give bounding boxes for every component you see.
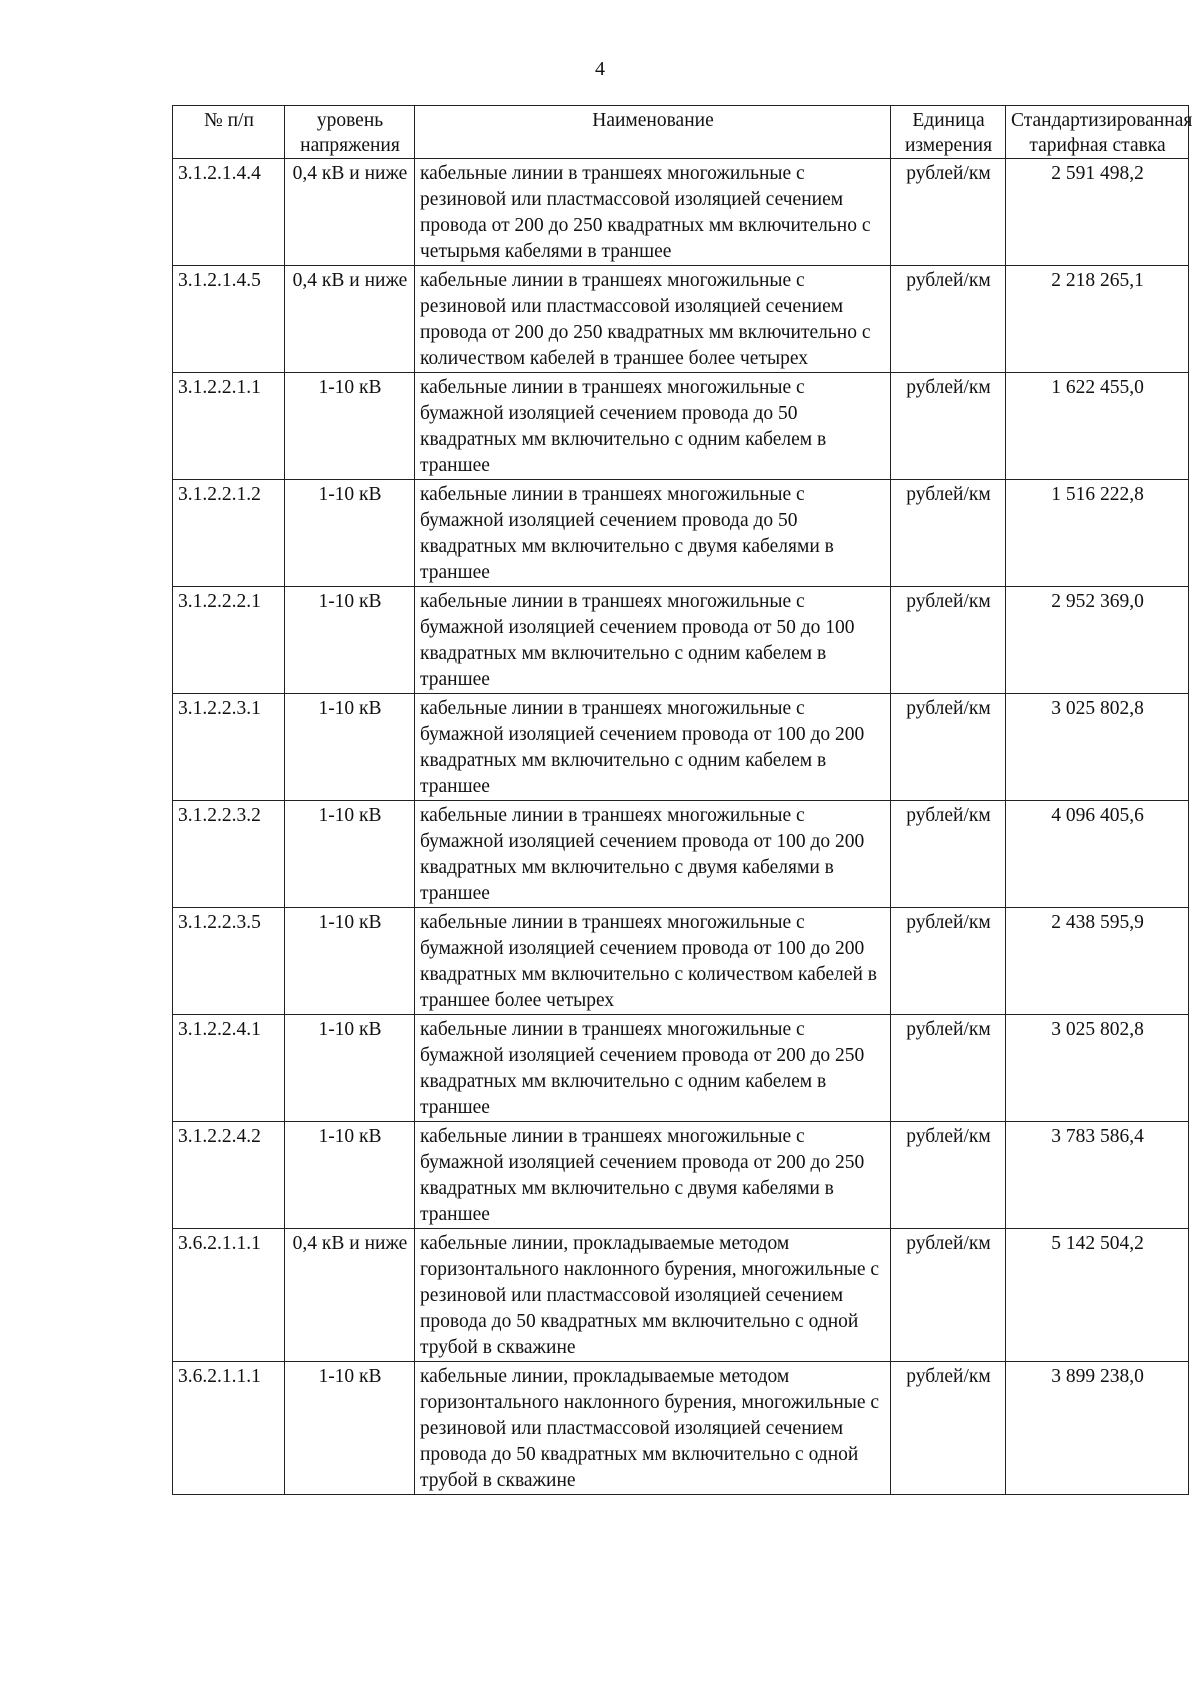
tariff-rate: 2 591 498,2: [1006, 159, 1189, 266]
voltage-level: 1-10 кВ: [285, 1015, 415, 1122]
unit-of-measure: рублей/км: [891, 1122, 1006, 1229]
row-number: 3.1.2.2.1.1: [173, 373, 285, 480]
table-row: [173, 373, 1189, 480]
unit-of-measure: рублей/км: [891, 1229, 1006, 1362]
voltage-level: 1-10 кВ: [285, 908, 415, 1015]
table-row: [173, 587, 1189, 694]
table-row: [173, 480, 1189, 587]
unit-of-measure: рублей/км: [891, 266, 1006, 373]
row-number: 3.1.2.2.2.1: [173, 587, 285, 694]
row-number: 3.1.2.2.1.2: [173, 480, 285, 587]
header-name: Наименование: [415, 106, 891, 159]
voltage-level: 1-10 кВ: [285, 694, 415, 801]
row-number: 3.1.2.2.3.5: [173, 908, 285, 1015]
voltage-level: 1-10 кВ: [285, 1362, 415, 1495]
row-number: 3.6.2.1.1.1: [173, 1362, 285, 1495]
tariff-rate: 1 516 222,8: [1006, 480, 1189, 587]
table-row: [173, 1362, 1189, 1495]
header-rate: Стандартизированная тарифная ставка: [1006, 106, 1189, 159]
table-row: [173, 1229, 1189, 1362]
voltage-level: 1-10 кВ: [285, 587, 415, 694]
table-header-row: [173, 106, 1189, 159]
voltage-level: 1-10 кВ: [285, 801, 415, 908]
voltage-level: 0,4 кВ и ниже: [285, 266, 415, 373]
table-row: [173, 801, 1189, 908]
table-row: [173, 159, 1189, 266]
unit-of-measure: рублей/км: [891, 159, 1006, 266]
voltage-level: 1-10 кВ: [285, 1122, 415, 1229]
tariff-rate: 3 899 238,0: [1006, 1362, 1189, 1495]
table-row: [173, 1015, 1189, 1122]
item-name: кабельные линии в траншеях многожильные с бумажной изоляцией сечением провода до 50 квадратных мм включительно с двумя кабелями в траншее: [415, 480, 891, 587]
row-number: 3.6.2.1.1.1: [173, 1229, 285, 1362]
unit-of-measure: рублей/км: [891, 480, 1006, 587]
unit-of-measure: рублей/км: [891, 694, 1006, 801]
item-name: кабельные линии в траншеях многожильные с бумажной изоляцией сечением провода от 200 до 250 квадратных мм включительно с одним кабелем в траншее: [415, 1015, 891, 1122]
table-row: [173, 266, 1189, 373]
item-name: кабельные линии в траншеях многожильные с бумажной изоляцией сечением провода от 100 до 200 квадратных мм включительно с одним кабелем в траншее: [415, 694, 891, 801]
item-name: кабельные линии в траншеях многожильные с бумажной изоляцией сечением провода от 200 до 250 квадратных мм включительно с двумя кабелями в траншее: [415, 1122, 891, 1229]
tariff-rate: 5 142 504,2: [1006, 1229, 1189, 1362]
table-body: [173, 159, 1189, 1495]
unit-of-measure: рублей/км: [891, 1015, 1006, 1122]
row-number: 3.1.2.2.4.2: [173, 1122, 285, 1229]
voltage-level: 0,4 кВ и ниже: [285, 159, 415, 266]
item-name: кабельные линии в траншеях многожильные с резиновой или пластмассовой изоляцией сечением провода от 200 до 250 квадратных мм включительно с четырьмя кабелями в траншее: [415, 159, 891, 266]
tariff-rate: 2 438 595,9: [1006, 908, 1189, 1015]
unit-of-measure: рублей/км: [891, 587, 1006, 694]
table-row: [173, 908, 1189, 1015]
item-name: кабельные линии в траншеях многожильные с бумажной изоляцией сечением провода от 50 до 100 квадратных мм включительно с одним кабелем в траншее: [415, 587, 891, 694]
item-name: кабельные линии в траншеях многожильные с бумажной изоляцией сечением провода от 100 до 200 квадратных мм включительно с количеством кабелей в траншее более четырех: [415, 908, 891, 1015]
unit-of-measure: рублей/км: [891, 908, 1006, 1015]
table-row: [173, 1122, 1189, 1229]
tariff-rate: 2 952 369,0: [1006, 587, 1189, 694]
item-name: кабельные линии, прокладываемые методом горизонтального наклонного бурения, многожильные с резиновой или пластмассовой изоляцией сечением провода до 50 квадратных мм включительно с одной трубой в скважине: [415, 1362, 891, 1495]
tariff-rate: 4 096 405,6: [1006, 801, 1189, 908]
unit-of-measure: рублей/км: [891, 1362, 1006, 1495]
item-name: кабельные линии, прокладываемые методом горизонтального наклонного бурения, многожильные с резиновой или пластмассовой изоляцией сечением провода до 50 квадратных мм включительно с одной трубой в скважине: [415, 1229, 891, 1362]
item-name: кабельные линии в траншеях многожильные с резиновой или пластмассовой изоляцией сечением провода от 200 до 250 квадратных мм включительно с количеством кабелей в траншее более четырех: [415, 266, 891, 373]
row-number: 3.1.2.1.4.5: [173, 266, 285, 373]
tariff-rate: 3 025 802,8: [1006, 694, 1189, 801]
item-name: кабельные линии в траншеях многожильные с бумажной изоляцией сечением провода до 50 квадратных мм включительно с одним кабелем в траншее: [415, 373, 891, 480]
row-number: 3.1.2.1.4.4: [173, 159, 285, 266]
row-number: 3.1.2.2.3.1: [173, 694, 285, 801]
item-name: кабельные линии в траншеях многожильные с бумажной изоляцией сечением провода от 100 до 200 квадратных мм включительно с двумя кабелями в траншее: [415, 801, 891, 908]
row-number: 3.1.2.2.3.2: [173, 801, 285, 908]
header-num: № п/п: [173, 106, 285, 159]
unit-of-measure: рублей/км: [891, 373, 1006, 480]
tariff-rate: 3 783 586,4: [1006, 1122, 1189, 1229]
page-number: 4: [595, 58, 605, 80]
voltage-level: 1-10 кВ: [285, 373, 415, 480]
table-row: [173, 694, 1189, 801]
row-number: 3.1.2.2.4.1: [173, 1015, 285, 1122]
voltage-level: 1-10 кВ: [285, 480, 415, 587]
tariff-rate: 2 218 265,1: [1006, 266, 1189, 373]
tariff-rate: 1 622 455,0: [1006, 373, 1189, 480]
unit-of-measure: рублей/км: [891, 801, 1006, 908]
voltage-level: 0,4 кВ и ниже: [285, 1229, 415, 1362]
tariff-rate: 3 025 802,8: [1006, 1015, 1189, 1122]
header-unit: Единица измерения: [891, 106, 1006, 159]
tariff-rates-table: [172, 105, 1193, 1495]
header-voltage-level: уровень напряжения: [285, 106, 415, 159]
